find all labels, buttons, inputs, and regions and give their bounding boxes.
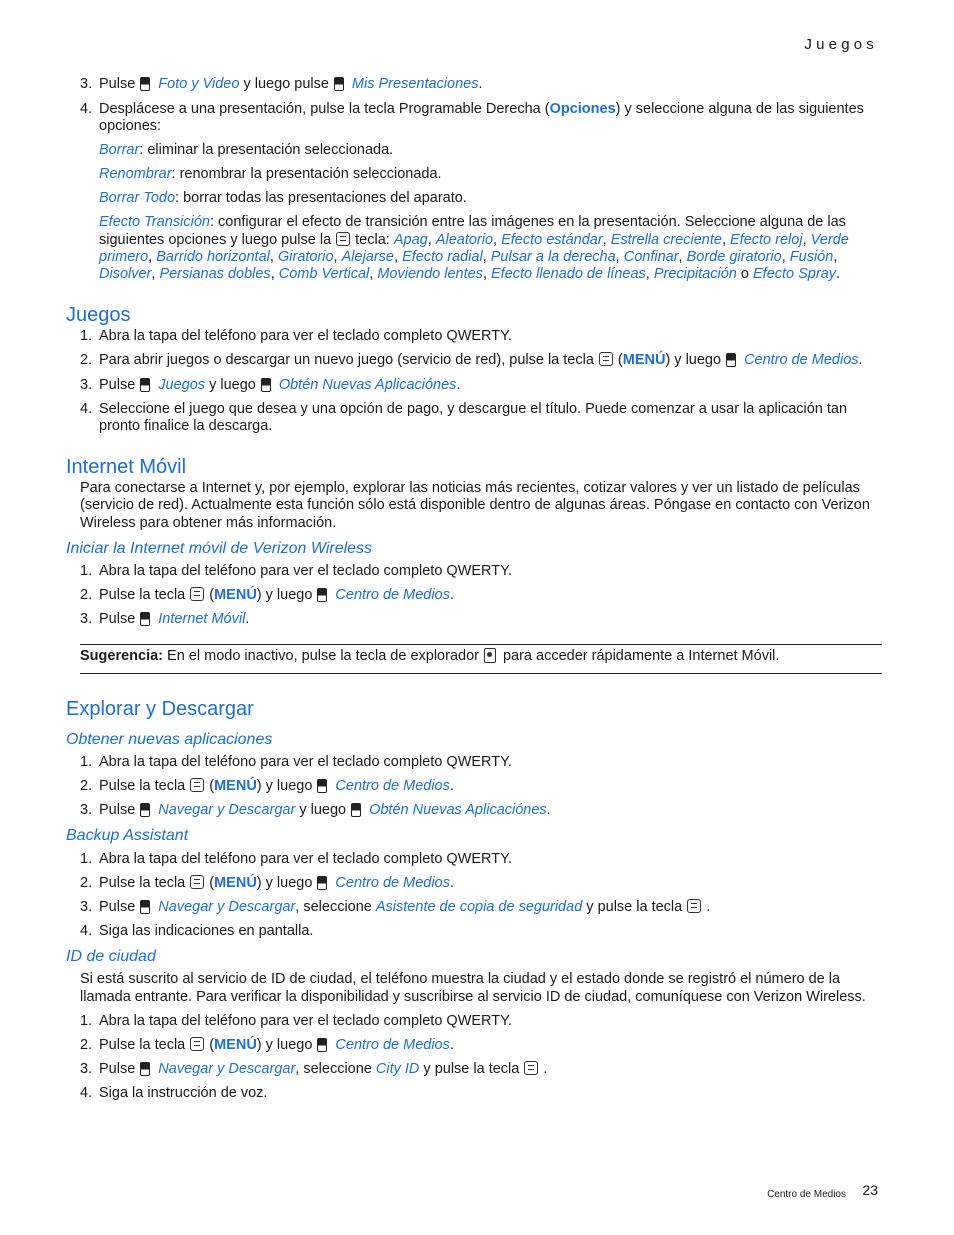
option-text: siguientes opciones y luego pulse la xyxy=(99,232,332,248)
separator: , xyxy=(394,249,399,265)
punct: . xyxy=(456,377,461,393)
efecto-option-link[interactable]: Aleatorio xyxy=(435,232,494,248)
key-icon xyxy=(317,1038,327,1052)
efecto-option-link[interactable]: Persianas dobles xyxy=(159,266,271,282)
centro-de-medios-link[interactable]: Centro de Medios xyxy=(335,587,450,603)
tip-text: En el modo inactivo, pulse la tecla de explorador xyxy=(167,648,479,664)
centro-de-medios-link[interactable]: Centro de Medios xyxy=(744,352,859,368)
efecto-options-line xyxy=(99,266,840,283)
option-text: : configurar el efecto de transición entre las imágenes en la presentación. Seleccione alguna de las xyxy=(209,214,846,230)
step-text: y pulse la tecla xyxy=(423,1061,520,1077)
tip-text: para acceder rápidamente a Internet Móvil. xyxy=(502,648,780,664)
step-text: ) y luego xyxy=(256,587,313,603)
key-icon xyxy=(317,876,327,890)
backup-step-4: Siga las indicaciones en pantalla. xyxy=(99,923,314,939)
step-number: 2. xyxy=(80,1037,93,1053)
key-icon xyxy=(140,612,150,626)
intro-step-3 xyxy=(99,76,482,93)
key-icon xyxy=(334,77,344,91)
punct: ( xyxy=(617,352,623,368)
navegar-descargar-link[interactable]: Navegar y Descargar xyxy=(158,1061,296,1077)
punct: . xyxy=(543,1061,548,1077)
option-text: : renombrar la presentación seleccionada. xyxy=(171,166,442,182)
foto-video-link[interactable]: Foto y Video xyxy=(158,76,240,92)
ok-key-icon xyxy=(599,352,613,366)
step-text: Pulse xyxy=(99,802,136,818)
efecto-option-link[interactable]: Alejarse xyxy=(341,249,394,265)
section-heading-juegos: Juegos xyxy=(66,304,131,326)
step-number: 3. xyxy=(80,611,93,627)
efecto-option-link[interactable]: Apag xyxy=(393,232,428,248)
separator: , xyxy=(781,249,786,265)
step-text: Pulse la tecla xyxy=(99,778,186,794)
juegos-link[interactable]: Juegos xyxy=(158,377,206,393)
key-icon xyxy=(140,1062,150,1076)
step-number: 4. xyxy=(80,101,93,117)
centro-de-medios-link[interactable]: Centro de Medios xyxy=(335,778,450,794)
internet-movil-link[interactable]: Internet Móvil xyxy=(158,611,246,627)
efecto-option-link[interactable]: Estrella creciente xyxy=(610,232,722,248)
efecto-option-link[interactable]: Moviendo lentes xyxy=(377,266,483,282)
step-text: y pulse la tecla xyxy=(586,899,683,915)
efecto-option-link[interactable]: Comb Vertical xyxy=(278,266,370,282)
step-text: Pulse xyxy=(99,76,136,92)
step-text: Para abrir juegos o descargar un nuevo juego (servicio de red), pulse la tecla xyxy=(99,352,594,368)
menu-label: MENÚ xyxy=(214,1037,257,1053)
efecto-options-line xyxy=(99,249,837,266)
efecto-option-link[interactable]: Pulsar a la derecha xyxy=(490,249,616,265)
efecto-option-link[interactable]: Efecto estándar xyxy=(501,232,603,248)
subheading-iniciar-internet: Iniciar la Internet móvil de Verizon Wireless xyxy=(66,540,373,557)
punct: . xyxy=(449,1037,454,1053)
backup-step-1: Abra la tapa del teléfono para ver el teclado completo QWERTY. xyxy=(99,851,512,867)
ok-key-icon xyxy=(190,1037,204,1051)
intro-step-4 xyxy=(99,101,864,118)
step-number: 3. xyxy=(80,377,93,393)
option-text: tecla: xyxy=(355,232,390,248)
juegos-step-1: Abra la tapa del teléfono para ver el teclado completo QWERTY. xyxy=(99,328,512,344)
backup-step-3 xyxy=(99,899,710,916)
ok-key-icon xyxy=(336,232,350,246)
efecto-transicion-link[interactable]: Efecto Transición xyxy=(99,214,210,230)
separator: , xyxy=(148,249,153,265)
section-heading-explorar: Explorar y Descargar xyxy=(66,698,254,720)
footer-section-label: Centro de Medios xyxy=(767,1189,846,1200)
separator: , xyxy=(721,232,726,248)
step-number: 3. xyxy=(80,1061,93,1077)
ciudad-step-3 xyxy=(99,1061,547,1078)
efecto-option-link[interactable]: Verde xyxy=(810,232,849,248)
punct: . xyxy=(245,611,250,627)
step-number: 2. xyxy=(80,778,93,794)
key-icon xyxy=(261,378,271,392)
step-text: ) y luego xyxy=(256,778,313,794)
borrar-link[interactable]: Borrar xyxy=(99,142,140,158)
menu-label: MENÚ xyxy=(214,778,257,794)
internet-step-2 xyxy=(99,587,454,604)
punct: ( xyxy=(209,1037,215,1053)
step-text: y luego xyxy=(299,802,347,818)
mis-presentaciones-link[interactable]: Mis Presentaciones xyxy=(351,76,479,92)
separator: , xyxy=(333,249,338,265)
efecto-option-link[interactable]: Efecto reloj xyxy=(730,232,803,248)
punct: . xyxy=(706,899,711,915)
separator: , xyxy=(151,266,156,282)
connector: o xyxy=(740,266,749,282)
step-text: Pulse xyxy=(99,377,136,393)
punct: . xyxy=(546,802,551,818)
step-number: 2. xyxy=(80,352,93,368)
step-text: , seleccione xyxy=(295,1061,372,1077)
separator: , xyxy=(427,232,432,248)
efecto-option-link[interactable]: Confinar xyxy=(623,249,679,265)
key-icon xyxy=(317,779,327,793)
step-text: Pulse xyxy=(99,611,136,627)
renombrar-link[interactable]: Renombrar xyxy=(99,166,172,182)
separator: , xyxy=(615,249,620,265)
separator: , xyxy=(833,249,838,265)
asistente-copia-link[interactable]: Asistente de copia de seguridad xyxy=(375,899,583,915)
efecto-option-link[interactable]: Borde giratorio xyxy=(686,249,782,265)
step-number: 3. xyxy=(80,76,93,92)
page-number: 23 xyxy=(862,1182,878,1198)
step-text: Pulse xyxy=(99,1061,136,1077)
step-text: y luego pulse xyxy=(243,76,329,92)
separator: , xyxy=(802,232,807,248)
step-text: Desplácese a una presentación, pulse la tecla Programable Derecha ( xyxy=(99,101,550,117)
step-text: Pulse la tecla xyxy=(99,587,186,603)
step-number: 1. xyxy=(80,563,93,579)
tip-label: Sugerencia: xyxy=(80,648,163,664)
juegos-step-3 xyxy=(99,377,460,394)
navegar-descargar-link[interactable]: Navegar y Descargar xyxy=(158,802,296,818)
efecto-option-link[interactable]: Efecto llenado de líneas xyxy=(491,266,646,282)
option-efecto-transicion xyxy=(99,214,846,231)
internet-paragraph-line: Wireless para obtener más información. xyxy=(80,515,337,531)
centro-de-medios-link[interactable]: Centro de Medios xyxy=(335,875,450,891)
separator: , xyxy=(269,249,274,265)
obtener-step-3 xyxy=(99,802,551,819)
opciones-label: Opciones xyxy=(549,101,616,117)
efecto-option-link[interactable]: Efecto radial xyxy=(402,249,483,265)
efecto-option-link[interactable]: Fusión xyxy=(789,249,834,265)
internet-paragraph-line: (servicio de red). Actualmente esta función sólo está disponible dentro de algunas áreas. Póngase en contacto con Verizon xyxy=(80,497,870,513)
punct: ( xyxy=(209,875,215,891)
step-number: 1. xyxy=(80,328,93,344)
tip xyxy=(80,648,779,665)
punct: . xyxy=(449,778,454,794)
step-number: 2. xyxy=(80,587,93,603)
step-number: 3. xyxy=(80,899,93,915)
ciudad-step-2 xyxy=(99,1037,454,1054)
tip-bottom-rule xyxy=(80,673,882,674)
key-icon xyxy=(726,353,736,367)
ciudad-step-1: Abra la tapa del teléfono para ver el teclado completo QWERTY. xyxy=(99,1013,512,1029)
step-text: Pulse la tecla xyxy=(99,875,186,891)
separator: , xyxy=(482,266,487,282)
key-icon xyxy=(140,378,150,392)
ok-key-icon xyxy=(190,587,204,601)
option-borrar xyxy=(99,142,393,159)
ciudad-paragraph-line: Si está suscrito al servicio de ID de ciudad, el teléfono muestra la ciudad y el estado donde se registró el número de la xyxy=(80,971,841,987)
efecto-options-line xyxy=(394,232,849,248)
step-text: ) y seleccione alguna de las siguientes xyxy=(615,101,864,117)
separator: , xyxy=(493,232,498,248)
section-heading-internet-movil: Internet Móvil xyxy=(66,456,187,478)
borrar-todo-link[interactable]: Borrar Todo xyxy=(99,190,176,206)
step-text: Pulse la tecla xyxy=(99,1037,186,1053)
option-renombrar xyxy=(99,166,442,183)
efecto-option-link[interactable]: primero xyxy=(99,249,149,265)
separator: , xyxy=(645,266,650,282)
punct: ( xyxy=(209,778,215,794)
key-icon xyxy=(140,803,150,817)
separator: , xyxy=(482,249,487,265)
step-number: 1. xyxy=(80,851,93,867)
step-number: 4. xyxy=(80,1085,93,1101)
obten-nuevas-aplicaciones-link[interactable]: Obtén Nuevas Aplicaciónes xyxy=(278,377,457,393)
obtener-step-2 xyxy=(99,778,454,795)
step-number: 4. xyxy=(80,401,93,417)
obtener-step-1: Abra la tapa del teléfono para ver el teclado completo QWERTY. xyxy=(99,754,512,770)
separator: , xyxy=(602,232,607,248)
separator: , xyxy=(369,266,374,282)
intro-step-4-line2: opciones: xyxy=(99,118,162,134)
running-header: Juegos xyxy=(804,36,878,53)
juegos-step-4: Seleccione el juego que desea y una opción de pago, y descargue el título. Puede comenzar a usar la aplicación tan xyxy=(99,401,848,417)
key-icon xyxy=(140,900,150,914)
step-number: 1. xyxy=(80,754,93,770)
punct: . xyxy=(836,266,841,282)
step-text: ) y luego xyxy=(256,1037,313,1053)
punct: ( xyxy=(209,587,215,603)
option-borrar-todo xyxy=(99,190,467,207)
ok-key-icon xyxy=(190,875,204,889)
key-icon xyxy=(351,803,361,817)
step-number: 1. xyxy=(80,1013,93,1029)
step-number: 4. xyxy=(80,923,93,939)
menu-label: MENÚ xyxy=(214,587,257,603)
ok-key-icon xyxy=(687,899,701,913)
efecto-line2 xyxy=(99,232,849,249)
step-text: Pulse xyxy=(99,899,136,915)
step-text: ) y luego xyxy=(256,875,313,891)
ciudad-step-4: Siga la instrucción de voz. xyxy=(99,1085,268,1101)
key-icon xyxy=(317,588,327,602)
navegar-descargar-link[interactable]: Navegar y Descargar xyxy=(158,899,296,915)
menu-label: MENÚ xyxy=(622,352,666,368)
subheading-obtener: Obtener nuevas aplicaciones xyxy=(66,731,273,748)
city-id-link[interactable]: City ID xyxy=(375,1061,420,1077)
ok-key-icon xyxy=(190,778,204,792)
juegos-step-4-line2: pronto finalice la descarga. xyxy=(99,418,273,434)
step-number: 2. xyxy=(80,875,93,891)
punct: . xyxy=(449,875,454,891)
punct: . xyxy=(449,587,454,603)
separator: , xyxy=(678,249,683,265)
efecto-option-link[interactable]: Disolver xyxy=(99,266,152,282)
ok-key-icon xyxy=(524,1061,538,1075)
internet-step-1: Abra la tapa del teléfono para ver el teclado completo QWERTY. xyxy=(99,563,512,579)
efecto-option-link[interactable]: Precipitación xyxy=(653,266,737,282)
browser-key-icon xyxy=(484,648,496,663)
punct: . xyxy=(858,352,863,368)
option-text: : eliminar la presentación seleccionada. xyxy=(139,142,394,158)
step-number: 3. xyxy=(80,802,93,818)
key-icon xyxy=(140,77,150,91)
tip-top-rule xyxy=(80,644,882,645)
ciudad-paragraph-line: llamada entrante. Para verificar la disponibilidad y suscribirse al servicio ID de ciudad, comuníquese con Verizon Wireless. xyxy=(80,989,866,1005)
subheading-id-de-ciudad: ID de ciudad xyxy=(66,948,156,965)
centro-de-medios-link[interactable]: Centro de Medios xyxy=(335,1037,450,1053)
internet-paragraph-line: Para conectarse a Internet y, por ejemplo, explorar las noticias más recientes, cotizar valores y ver un listado de películas xyxy=(80,480,860,496)
juegos-step-2 xyxy=(99,352,863,369)
menu-label: MENÚ xyxy=(214,875,257,891)
step-text: ) y luego xyxy=(665,352,722,368)
step-text: y luego xyxy=(209,377,256,393)
option-text: : borrar todas las presentaciones del aparato. xyxy=(175,190,467,206)
backup-step-2 xyxy=(99,875,454,892)
subheading-backup-assistant: Backup Assistant xyxy=(66,827,189,844)
efecto-option-link[interactable]: Giratorio xyxy=(277,249,334,265)
efecto-option-link[interactable]: Barrido horizontal xyxy=(156,249,270,265)
separator: , xyxy=(270,266,275,282)
efecto-option-link[interactable]: Efecto Spray xyxy=(753,266,837,282)
obten-nuevas-aplicaciones-link[interactable]: Obtén Nuevas Aplicaciónes xyxy=(369,802,547,818)
punct: . xyxy=(478,76,483,92)
step-text: , seleccione xyxy=(295,899,372,915)
internet-step-3 xyxy=(99,611,249,628)
